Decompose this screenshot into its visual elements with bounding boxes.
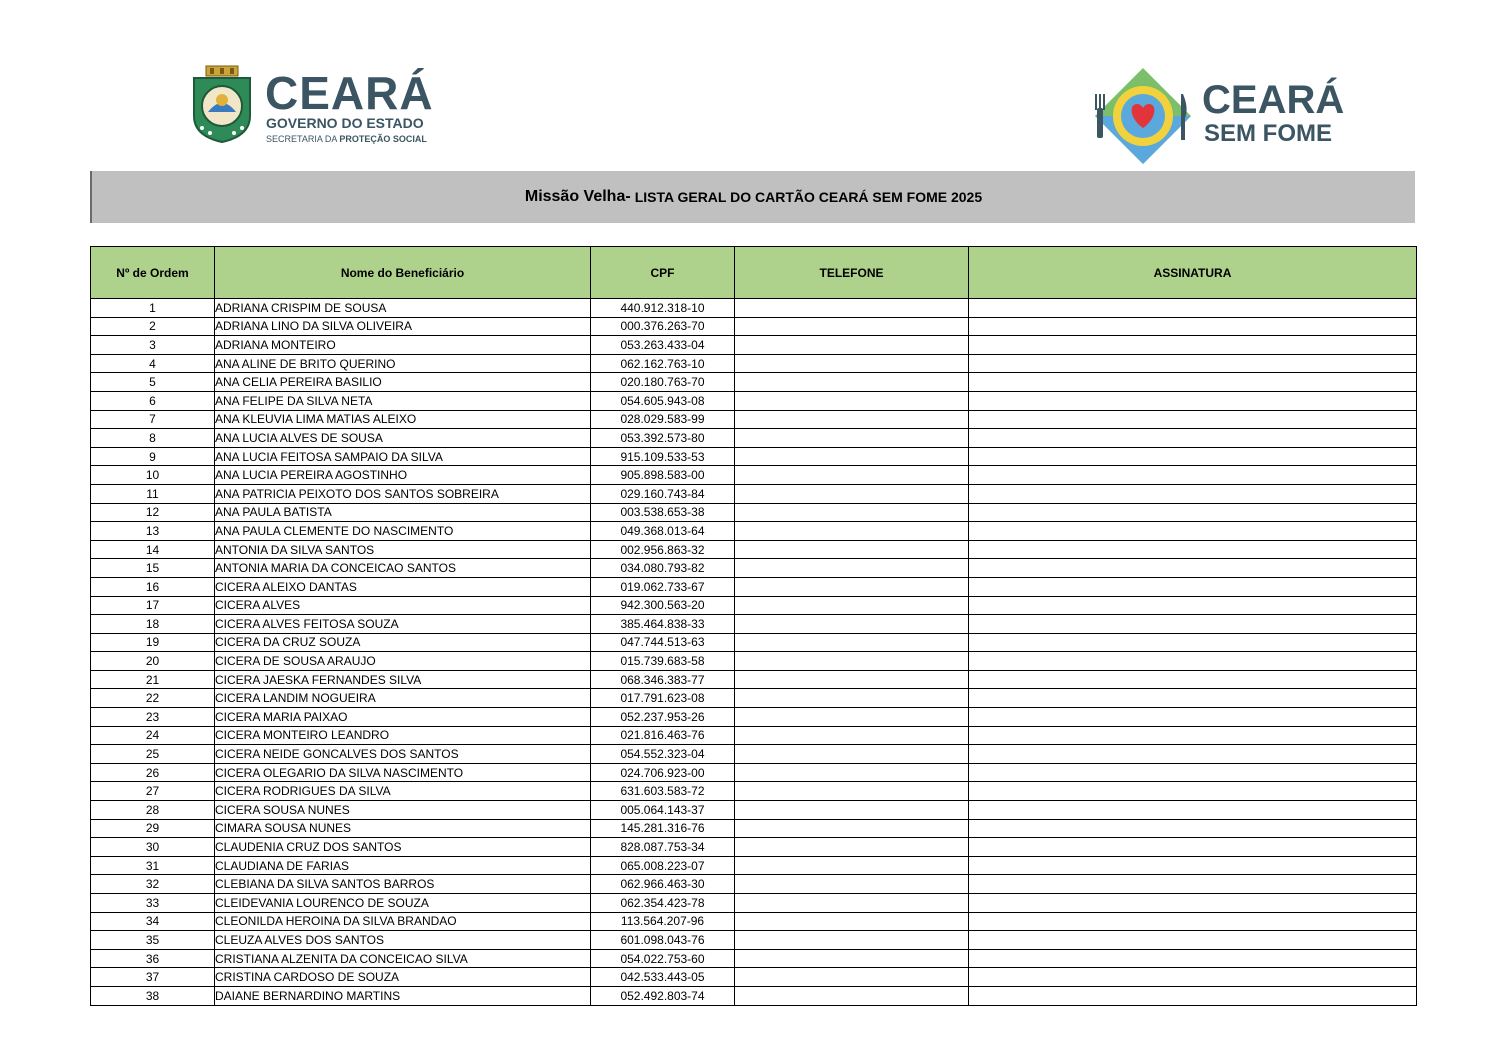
row-cpf: 021.816.463-76 [591,726,735,745]
row-cpf: 047.744.513-63 [591,633,735,652]
row-order-number: 28 [91,801,215,820]
row-cpf: 915.109.533-53 [591,447,735,466]
ceara-sem-fome-logo [1085,64,1345,170]
row-cpf: 942.300.563-20 [591,596,735,615]
row-order-number: 32 [91,875,215,894]
row-signature-cell [969,429,1417,448]
row-phone-cell [735,875,969,894]
row-cpf: 905.898.583-00 [591,466,735,485]
row-phone-cell [735,503,969,522]
row-beneficiary-name: ANA CELIA PEREIRA BASILIO [215,373,591,392]
left-logo-name: CEARÁ [265,67,434,119]
table-row [91,410,1417,429]
row-phone-cell [735,745,969,764]
table-row [91,931,1417,950]
row-order-number: 16 [91,577,215,596]
row-order-number: 4 [91,354,215,373]
row-cpf: 053.263.433-04 [591,336,735,355]
row-signature-cell [969,670,1417,689]
table-row [91,782,1417,801]
row-beneficiary-name: ANA PAULA BATISTA [215,503,591,522]
row-order-number: 23 [91,708,215,727]
row-cpf: 054.552.323-04 [591,745,735,764]
row-beneficiary-name: ANA LUCIA FEITOSA SAMPAIO DA SILVA [215,447,591,466]
row-order-number: 30 [91,838,215,857]
row-order-number: 35 [91,931,215,950]
title-city: Missão Velha- [524,188,631,205]
row-signature-cell [969,559,1417,578]
row-phone-cell [735,763,969,782]
row-beneficiary-name: ANA KLEUVIA LIMA MATIAS ALEIXO [215,410,591,429]
row-beneficiary-name: CRISTINA CARDOSO DE SOUZA [215,968,591,987]
row-phone-cell [735,838,969,857]
table-row [91,763,1417,782]
row-phone-cell [735,689,969,708]
row-cpf: 042.533.443-05 [591,968,735,987]
row-cpf: 034.080.793-82 [591,559,735,578]
table-row [91,726,1417,745]
table-row [91,540,1417,559]
row-order-number: 3 [91,336,215,355]
row-beneficiary-name: CICERA MARIA PAIXAO [215,708,591,727]
row-phone-cell [735,410,969,429]
left-logo-line1: GOVERNO DO ESTADO [266,115,424,131]
row-phone-cell [735,801,969,820]
row-signature-cell [969,596,1417,615]
row-beneficiary-name: ADRIANA LINO DA SILVA OLIVEIRA [215,317,591,336]
column-header-signature: ASSINATURA [969,247,1417,299]
row-signature-cell [969,373,1417,392]
row-cpf: 054.605.943-08 [591,391,735,410]
row-phone-cell [735,466,969,485]
row-phone-cell [735,986,969,1005]
row-cpf: 015.739.683-58 [591,652,735,671]
table-row [91,968,1417,987]
row-phone-cell [735,652,969,671]
row-order-number: 8 [91,429,215,448]
row-order-number: 6 [91,391,215,410]
row-beneficiary-name: CICERA DE SOUSA ARAUJO [215,652,591,671]
table-row [91,894,1417,913]
row-cpf: 028.029.583-99 [591,410,735,429]
row-signature-cell [969,856,1417,875]
row-signature-cell [969,503,1417,522]
row-phone-cell [735,317,969,336]
row-cpf: 019.062.733-67 [591,577,735,596]
title-text: LISTA GERAL DO CARTÃO CEARÁ SEM FOME 2025 [634,189,983,205]
row-cpf: 017.791.623-08 [591,689,735,708]
row-order-number: 15 [91,559,215,578]
row-order-number: 37 [91,968,215,987]
row-beneficiary-name: CICERA MONTEIRO LEANDRO [215,726,591,745]
row-order-number: 33 [91,894,215,913]
row-beneficiary-name: DAIANE BERNARDINO MARTINS [215,986,591,1005]
row-phone-cell [735,540,969,559]
row-cpf: 020.180.763-70 [591,373,735,392]
row-cpf: 440.912.318-10 [591,299,735,318]
table-row [91,373,1417,392]
row-phone-cell [735,447,969,466]
right-logo-subtitle: SEM FOME [1204,120,1333,147]
row-beneficiary-name: CICERA ALVES FEITOSA SOUZA [215,615,591,634]
row-beneficiary-name: CICERA NEIDE GONCALVES DOS SANTOS [215,745,591,764]
table-row [91,484,1417,503]
row-cpf: 601.098.043-76 [591,931,735,950]
row-phone-cell [735,912,969,931]
row-cpf: 385.464.838-33 [591,615,735,634]
beneficiary-table [90,246,1417,1006]
row-order-number: 26 [91,763,215,782]
row-beneficiary-name: ANA FELIPE DA SILVA NETA [215,391,591,410]
row-cpf: 054.022.753-60 [591,949,735,968]
table-row [91,466,1417,485]
table-row [91,559,1417,578]
table-row [91,949,1417,968]
row-beneficiary-name: CICERA ALVES [215,596,591,615]
row-signature-cell [969,819,1417,838]
table-row [91,354,1417,373]
row-signature-cell [969,391,1417,410]
row-phone-cell [735,708,969,727]
table-row [91,670,1417,689]
row-order-number: 20 [91,652,215,671]
row-signature-cell [969,577,1417,596]
table-row [91,577,1417,596]
row-signature-cell [969,299,1417,318]
row-beneficiary-name: CLEBIANA DA SILVA SANTOS BARROS [215,875,591,894]
row-beneficiary-name: CLAUDIANA DE FARIAS [215,856,591,875]
row-signature-cell [969,410,1417,429]
row-signature-cell [969,726,1417,745]
table-row [91,875,1417,894]
table-row [91,522,1417,541]
row-beneficiary-name: ADRIANA MONTEIRO [215,336,591,355]
row-signature-cell [969,689,1417,708]
row-signature-cell [969,447,1417,466]
row-order-number: 9 [91,447,215,466]
row-order-number: 24 [91,726,215,745]
row-order-number: 36 [91,949,215,968]
row-signature-cell [969,986,1417,1005]
table-row [91,447,1417,466]
row-phone-cell [735,559,969,578]
row-order-number: 14 [91,540,215,559]
row-phone-cell [735,726,969,745]
row-cpf: 145.281.316-76 [591,819,735,838]
row-order-number: 13 [91,522,215,541]
row-signature-cell [969,633,1417,652]
row-cpf: 053.392.573-80 [591,429,735,448]
table-row [91,986,1417,1005]
row-phone-cell [735,299,969,318]
table-row [91,745,1417,764]
row-phone-cell [735,968,969,987]
table-row [91,336,1417,355]
row-beneficiary-name: ANA LUCIA PEREIRA AGOSTINHO [215,466,591,485]
row-order-number: 27 [91,782,215,801]
row-beneficiary-name: ANA PAULA CLEMENTE DO NASCIMENTO [215,522,591,541]
row-order-number: 11 [91,484,215,503]
table-row [91,503,1417,522]
row-order-number: 17 [91,596,215,615]
row-cpf: 631.603.583-72 [591,782,735,801]
row-cpf: 068.346.383-77 [591,670,735,689]
row-signature-cell [969,763,1417,782]
table-row [91,299,1417,318]
heart-fork-knife-icon [1085,64,1195,170]
row-signature-cell [969,782,1417,801]
row-cpf: 062.354.423-78 [591,894,735,913]
row-signature-cell [969,968,1417,987]
row-beneficiary-name: CICERA RODRIGUES DA SILVA [215,782,591,801]
left-logo-line2-bold: PROTEÇÃO SOCIAL [339,134,427,144]
row-signature-cell [969,336,1417,355]
table-row [91,596,1417,615]
row-beneficiary-name: CICERA ALEIXO DANTAS [215,577,591,596]
row-signature-cell [969,354,1417,373]
row-phone-cell [735,484,969,503]
row-order-number: 34 [91,912,215,931]
table-row [91,912,1417,931]
row-beneficiary-name: CICERA LANDIM NOGUEIRA [215,689,591,708]
row-order-number: 12 [91,503,215,522]
row-phone-cell [735,373,969,392]
row-beneficiary-name: CICERA DA CRUZ SOUZA [215,633,591,652]
row-order-number: 25 [91,745,215,764]
row-cpf: 113.564.207-96 [591,912,735,931]
row-cpf: 052.237.953-26 [591,708,735,727]
row-phone-cell [735,894,969,913]
row-phone-cell [735,522,969,541]
row-order-number: 19 [91,633,215,652]
row-phone-cell [735,856,969,875]
row-cpf: 003.538.653-38 [591,503,735,522]
table-row [91,317,1417,336]
row-phone-cell [735,819,969,838]
table-row [91,819,1417,838]
row-signature-cell [969,522,1417,541]
row-phone-cell [735,596,969,615]
table-row [91,856,1417,875]
row-phone-cell [735,931,969,950]
document-title [90,171,1415,223]
row-beneficiary-name: ANA PATRICIA PEIXOTO DOS SANTOS SOBREIRA [215,484,591,503]
table-header-row [91,247,1417,299]
row-signature-cell [969,894,1417,913]
right-logo-name: CEARÁ [1202,78,1345,122]
row-beneficiary-name: CICERA OLEGARIO DA SILVA NASCIMENTO [215,763,591,782]
row-order-number: 5 [91,373,215,392]
row-signature-cell [969,317,1417,336]
column-header-cpf: CPF [591,247,735,299]
row-order-number: 1 [91,299,215,318]
row-beneficiary-name: CLEONILDA HEROINA DA SILVA BRANDAO [215,912,591,931]
table-row [91,633,1417,652]
row-cpf: 065.008.223-07 [591,856,735,875]
state-coat-of-arms-icon [190,64,254,144]
row-cpf: 005.064.143-37 [591,801,735,820]
row-cpf: 024.706.923-00 [591,763,735,782]
row-beneficiary-name: CRISTIANA ALZENITA DA CONCEICAO SILVA [215,949,591,968]
table-row [91,391,1417,410]
table-row [91,708,1417,727]
column-header-order: Nº de Ordem [91,247,215,299]
table-row [91,615,1417,634]
row-beneficiary-name: ANA LUCIA ALVES DE SOUSA [215,429,591,448]
row-phone-cell [735,391,969,410]
row-signature-cell [969,801,1417,820]
column-header-name: Nome do Beneficiário [215,247,591,299]
row-signature-cell [969,745,1417,764]
row-signature-cell [969,540,1417,559]
table-row [91,801,1417,820]
row-cpf: 029.160.743-84 [591,484,735,503]
row-beneficiary-name: CLAUDENIA CRUZ DOS SANTOS [215,838,591,857]
row-order-number: 7 [91,410,215,429]
row-phone-cell [735,577,969,596]
table-row [91,838,1417,857]
row-order-number: 2 [91,317,215,336]
row-beneficiary-name: CLEUZA ALVES DOS SANTOS [215,931,591,950]
row-signature-cell [969,931,1417,950]
row-phone-cell [735,615,969,634]
row-beneficiary-name: ANTONIA DA SILVA SANTOS [215,540,591,559]
table-row [91,689,1417,708]
row-beneficiary-name: ADRIANA CRISPIM DE SOUSA [215,299,591,318]
table-row [91,429,1417,448]
row-cpf: 062.162.763-10 [591,354,735,373]
row-order-number: 18 [91,615,215,634]
table-row [91,652,1417,671]
row-cpf: 049.368.013-64 [591,522,735,541]
row-cpf: 052.492.803-74 [591,986,735,1005]
row-order-number: 31 [91,856,215,875]
row-signature-cell [969,615,1417,634]
row-signature-cell [969,652,1417,671]
row-cpf: 062.966.463-30 [591,875,735,894]
left-logo-line2 [266,134,427,144]
row-order-number: 21 [91,670,215,689]
row-beneficiary-name: ANTONIA MARIA DA CONCEICAO SANTOS [215,559,591,578]
row-signature-cell [969,875,1417,894]
row-phone-cell [735,670,969,689]
row-cpf: 002.956.863-32 [591,540,735,559]
row-cpf: 828.087.753-34 [591,838,735,857]
left-logo-line2-prefix: SECRETARIA DA [266,134,340,144]
row-phone-cell [735,782,969,801]
row-signature-cell [969,708,1417,727]
row-order-number: 10 [91,466,215,485]
row-beneficiary-name: CIMARA SOUSA NUNES [215,819,591,838]
row-signature-cell [969,484,1417,503]
row-signature-cell [969,949,1417,968]
column-header-phone: TELEFONE [735,247,969,299]
row-order-number: 22 [91,689,215,708]
row-beneficiary-name: CICERA SOUSA NUNES [215,801,591,820]
row-signature-cell [969,838,1417,857]
row-signature-cell [969,912,1417,931]
row-phone-cell [735,429,969,448]
governo-ceara-logo [190,64,460,148]
row-order-number: 38 [91,986,215,1005]
row-beneficiary-name: CICERA JAESKA FERNANDES SILVA [215,670,591,689]
row-signature-cell [969,466,1417,485]
row-phone-cell [735,336,969,355]
row-phone-cell [735,354,969,373]
row-cpf: 000.376.263-70 [591,317,735,336]
row-order-number: 29 [91,819,215,838]
row-phone-cell [735,949,969,968]
row-beneficiary-name: ANA ALINE DE BRITO QUERINO [215,354,591,373]
row-beneficiary-name: CLEIDEVANIA LOURENCO DE SOUZA [215,894,591,913]
row-phone-cell [735,633,969,652]
